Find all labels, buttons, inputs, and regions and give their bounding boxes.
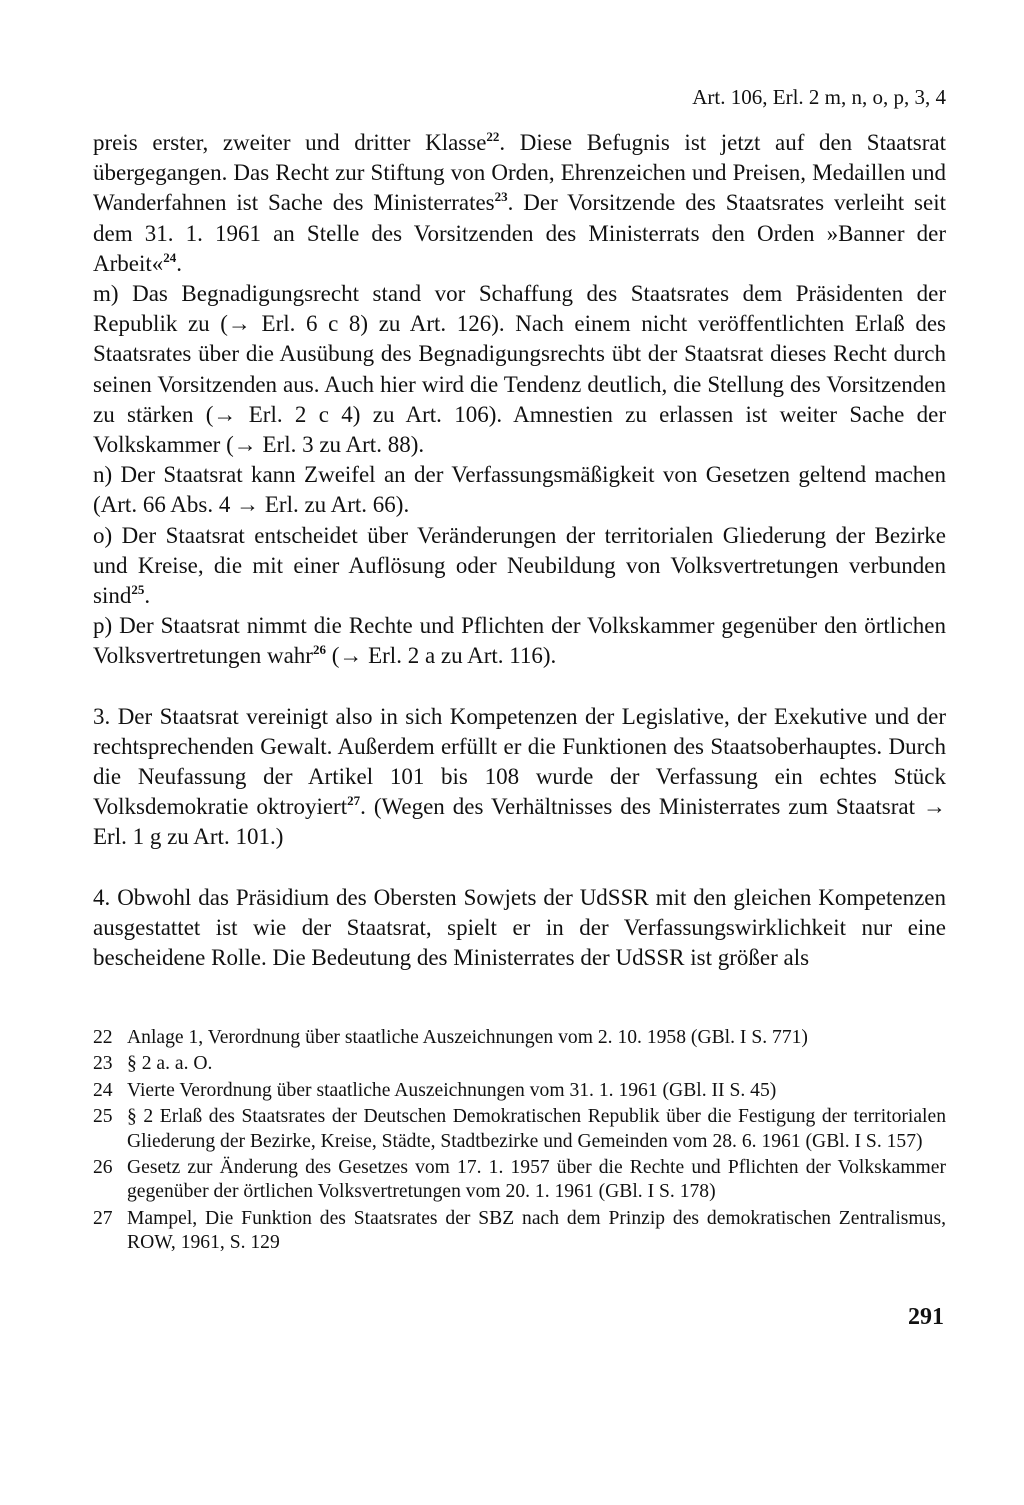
footnote-ref: 23	[494, 189, 508, 205]
page-number: 291	[908, 1304, 944, 1330]
footnote-text: Mampel, Die Funktion des Staatsrates der SBZ nach dem Prinzip des demokratischen Zentralismus, ROW, 1961, S. 129	[127, 1207, 946, 1254]
footnote-text: § 2 a. a. O.	[127, 1053, 213, 1075]
paragraph-p	[93, 611, 946, 671]
text-run: . Der Vorsitzende des Staatsrates verleiht seit dem 31. 1. 1961 an Stelle des Vorsitzenden des Ministerrats den Orden »Banner der Arbeit«	[93, 190, 946, 276]
footnote-ref: 25	[131, 582, 145, 598]
footnote-text: Anlage 1, Verordnung über staatliche Auszeichnungen vom 2. 10. 1958 (GBl. I S. 771)	[127, 1027, 808, 1048]
footnote-text: § 2 Erlaß des Staatsrates der Deutschen Demokratischen Republik über die Festigung der territorialen Gliederung der Bezirke, Kreise, Städte, Stadtbezirke und Gemeinden vom 28. 6. 1961 (GBl. I S. 157)	[127, 1106, 946, 1152]
footnote	[93, 1105, 946, 1154]
footnote-number: 25	[93, 1106, 113, 1128]
text-run: . Diese Befugnis ist jetzt auf den Staatsrat übergegangen. Das Recht zur Stiftung von Orden, Ehrenzeichen und Preisen, Medaillen und Wanderfahnen ist Sache des Ministerrates	[93, 130, 946, 216]
body-text	[93, 128, 946, 973]
text-run: .	[176, 250, 183, 276]
footnote	[93, 1207, 946, 1256]
footnote-number: 24	[93, 1079, 113, 1101]
text-run: p) Der Staatsrat nimmt die Rechte und Pflichten der Volkskammer gegenüber den örtlichen Volksvertretungen wahr	[93, 613, 946, 669]
paragraph-n: n) Der Staatsrat kann Zweifel an der Verfassungsmäßigkeit von Gesetzen geltend machen (Art. 66 Abs. 4 → Erl. zu Art. 66).	[93, 462, 946, 518]
paragraph-m: m) Das Begnadigungsrecht stand vor Schaffung des Staatsrates dem Präsidenten der Republik zu (→ Erl. 6 c 8) zu Art. 126). Nach einem nicht veröffentlichten Erlaß des Staatsrates über die Ausübung des Begnadigungsrechts übt der Staatsrat dieses Recht durch seinen Vorsitzenden aus. Auch hier wird die Tendenz deutlich, die Stellung des Vorsitzenden zu stärken (→ Erl. 2 c 4) zu Art. 106). Amnestien zu erlassen ist weiter Sache der Volkskammer (→ Erl. 3 zu Art. 88).	[93, 281, 946, 458]
footnotes	[93, 1026, 946, 1258]
footnote-ref: 26	[312, 642, 326, 658]
footnote	[93, 1052, 946, 1076]
footnote-number: 27	[93, 1207, 113, 1229]
text-run: .	[144, 583, 151, 609]
footnote	[93, 1079, 946, 1103]
running-head: Art. 106, Erl. 2 m, n, o, p, 3, 4	[692, 85, 946, 109]
footnote-text: Gesetz zur Änderung des Gesetzes vom 17. 1. 1957 über die Rechte und Pflichten der Volkskammer gegenüber der örtlichen Volksvertretungen vom 20. 1. 1961 (GBl. I S. 178)	[127, 1157, 946, 1203]
footnote-number: 23	[93, 1053, 113, 1075]
paragraph-4: 4. Obwohl das Präsidium des Obersten Sowjets der UdSSR mit den gleichen Kompetenzen ausgestattet ist wie der Staatsrat, spielt er in der Verfassungswirklichkeit nur eine bescheidene Rolle. Die Bedeutung des Ministerrates der UdSSR ist größer als	[93, 884, 946, 971]
footnote	[93, 1156, 946, 1205]
footnote	[93, 1026, 946, 1050]
paragraph-o	[93, 521, 946, 612]
paragraph-continuation	[93, 128, 946, 279]
text-run: preis erster, zweiter und dritter Klasse	[93, 130, 487, 155]
footnote-number: 26	[93, 1157, 113, 1179]
footnote-ref: 24	[163, 249, 177, 265]
footnote-ref: 27	[347, 793, 361, 809]
text-run: (→ Erl. 2 a zu Art. 116).	[325, 643, 557, 669]
text-run: . (Wegen des Verhältnisses des Ministerrates zum Staatsrat → Erl. 1 g zu Art. 101.)	[93, 794, 946, 850]
footnote-text: Vierte Verordnung über staatliche Auszeichnungen vom 31. 1. 1961 (GBl. II S. 45)	[127, 1079, 777, 1101]
text-run: 3. Der Staatsrat vereinigt also in sich Kompetenzen der Legislative, der Exekutive und der rechtsprechenden Gewalt. Außerdem erfüllt er die Funktionen des Staatsoberhauptes. Durch die Neufassung der Artikel 101 bis 108 wurde der Verfassung ein echtes Stück Volksdemokratie oktroyiert	[93, 703, 946, 820]
text-run: o) Der Staatsrat entscheidet über Veränderungen der territorialen Gliederung der Bezirke und Kreise, die mit einer Auflösung oder Neubildung von Volksvertretungen verbunden sind	[93, 522, 946, 609]
footnote-ref: 22	[486, 129, 500, 144]
paragraph-3	[93, 702, 946, 853]
footnote-number: 22	[93, 1027, 113, 1048]
